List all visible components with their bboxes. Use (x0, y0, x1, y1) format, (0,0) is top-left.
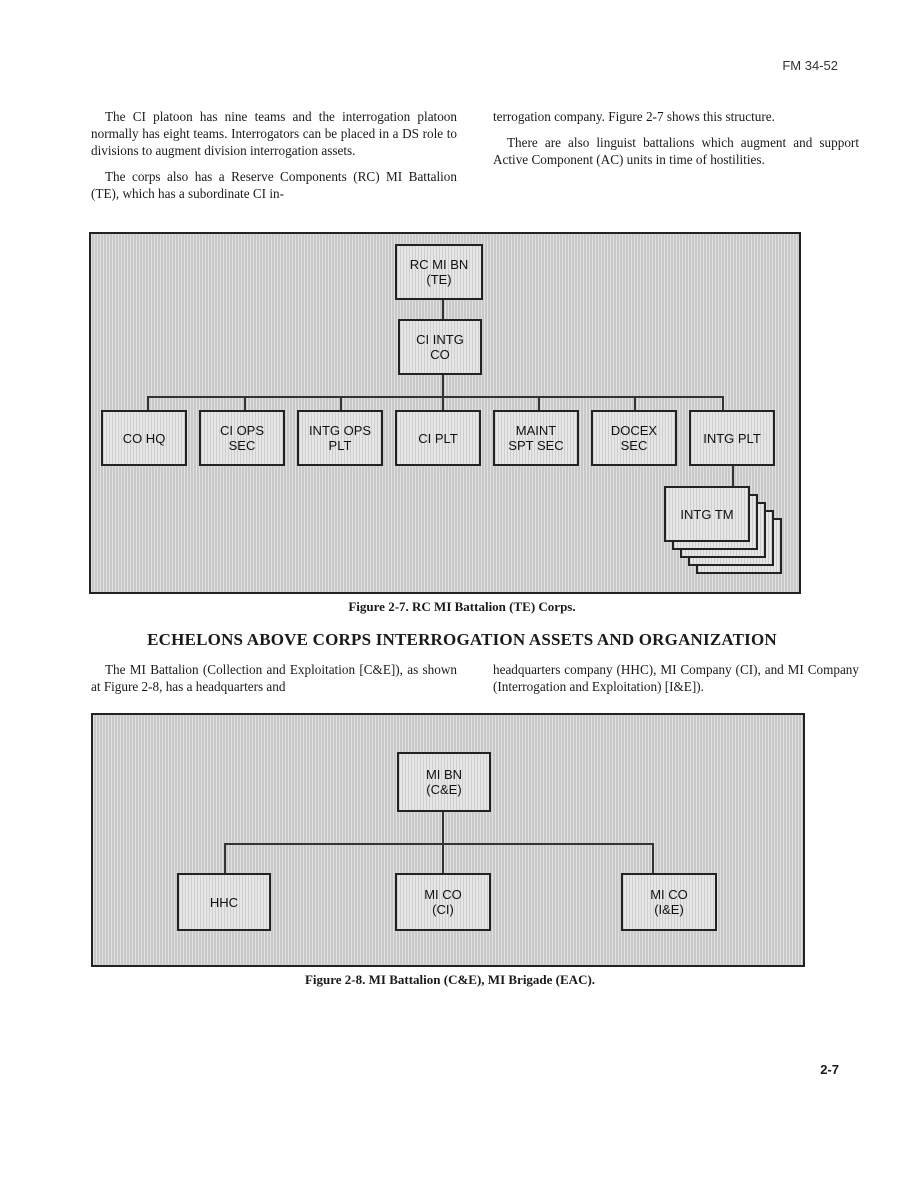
connector-line (224, 843, 226, 873)
box-ci-ops-sec: CI OPS SEC (199, 410, 285, 466)
text-column-left-bottom (91, 661, 457, 704)
text-column-right-bottom (493, 661, 859, 704)
figure-caption: Figure 2-8. MI Battalion (C&E), MI Brigade (EAC). (304, 972, 596, 987)
box-maint-spt-sec: MAINT SPT SEC (493, 410, 579, 466)
connector-line (442, 298, 444, 320)
connector-line (224, 843, 654, 845)
connector-line (147, 396, 149, 410)
connector-line (442, 374, 444, 397)
box-mi-bn-ce: MI BN (C&E) (397, 752, 491, 812)
box-co-hq: CO HQ (101, 410, 187, 466)
figure-caption: Figure 2-7. RC MI Battalion (TE) Corps. (348, 599, 576, 614)
paragraph: The MI Battalion (Collection and Exploitation [C&E]), as shown at Figure 2-8, has a headquarters and (91, 662, 457, 694)
box-ci-plt: CI PLT (395, 410, 481, 466)
paragraph: The CI platoon has nine teams and the interrogation platoon normally has eight teams. Interrogators can be placed in a DS role to divisions to augment division interrogation assets. (91, 109, 457, 158)
connector-line (722, 396, 724, 410)
box-docex-sec: DOCEX SEC (591, 410, 677, 466)
connector-line (442, 811, 444, 843)
box-intg-plt: INTG PLT (689, 410, 775, 466)
box-hhc: HHC (177, 873, 271, 931)
connector-line (538, 396, 540, 410)
connector-line (652, 843, 654, 873)
box-intg-tm: INTG TM (664, 486, 750, 542)
connector-line (634, 396, 636, 410)
paragraph: There are also linguist battalions which augment and support Active Component (AC) units in time of hostilities. (493, 135, 859, 167)
box-mi-co-ci: MI CO (CI) (395, 873, 491, 931)
document-id: FM 34-52 (782, 58, 838, 73)
connector-line (147, 396, 724, 398)
org-chart-figure-2-8 (91, 713, 805, 967)
paragraph: headquarters company (HHC), MI Company (CI), and MI Company (Interrogation and Exploitation) [I&E]). (493, 662, 859, 694)
org-chart-figure-2-7 (89, 232, 801, 594)
box-ci-intg-co: CI INTG CO (398, 319, 482, 375)
page-number: 2-7 (820, 1062, 839, 1077)
section-heading: ECHELONS ABOVE CORPS INTERROGATION ASSETS AND ORGANIZATION (147, 630, 777, 649)
connector-line (442, 396, 444, 410)
connector-line (442, 843, 444, 873)
text-column-left-top (91, 108, 457, 211)
connector-line (340, 396, 342, 410)
paragraph: terrogation company. Figure 2-7 shows this structure. (493, 109, 775, 124)
connector-line (244, 396, 246, 410)
box-intg-ops-plt: INTG OPS PLT (297, 410, 383, 466)
text-column-right-top (493, 108, 859, 177)
paragraph: The corps also has a Reserve Components (RC) MI Battalion (TE), which has a subordinate CI in- (91, 169, 457, 201)
box-rc-mi-bn: RC MI BN (TE) (395, 244, 483, 300)
box-mi-co-ie: MI CO (I&E) (621, 873, 717, 931)
